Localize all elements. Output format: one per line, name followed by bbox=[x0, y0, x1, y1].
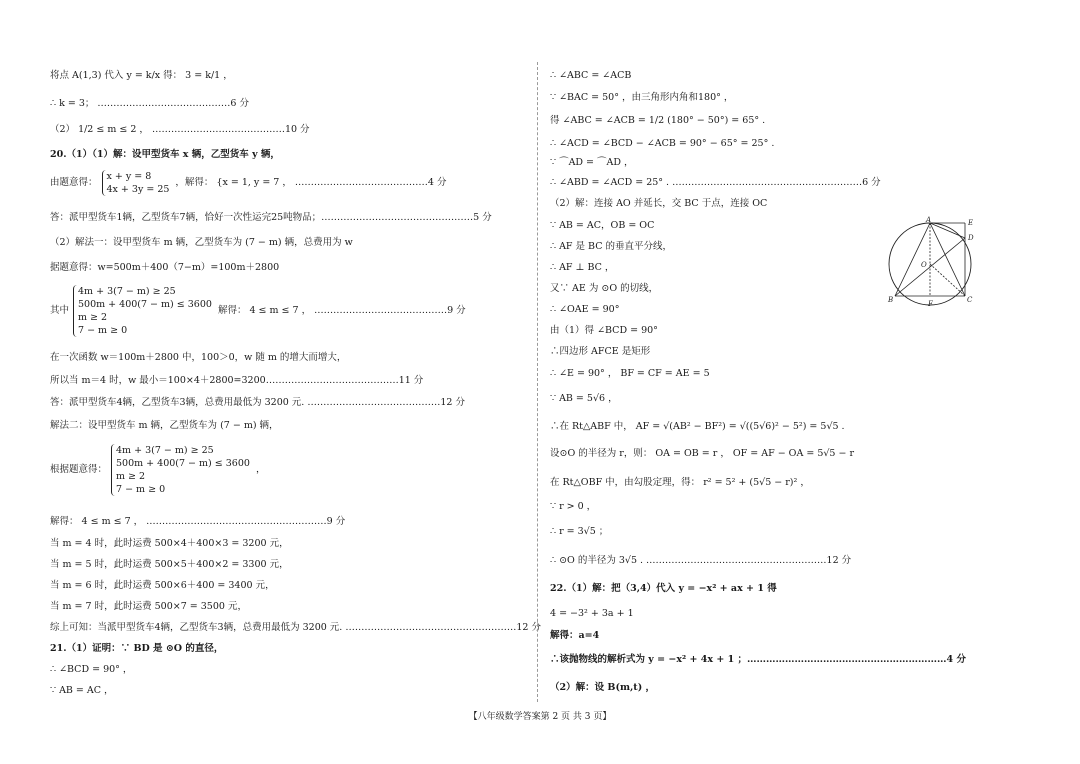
answer-line: ∵ r > 0 ， bbox=[550, 501, 597, 512]
system-brace bbox=[102, 170, 170, 196]
answer-line: ∴ ⊙O 的半径为 3√5 . …………………………………………………12 分 bbox=[550, 555, 852, 566]
answer-line: 当 m = 6 时，此时运费 500×6＋400 = 3400 元， bbox=[50, 580, 275, 591]
system-row: 4m + 3(7 − m) ≥ 25 bbox=[78, 286, 176, 297]
system-brace bbox=[73, 285, 212, 337]
answer-line: ∴四边形 AFCE 是矩形 bbox=[550, 346, 651, 357]
answer-line: ∴ ∠ABC = ∠ACB bbox=[550, 70, 632, 81]
answer-line: 解得： 4 ≤ m ≤ 7 ， …………………………………………………9 分 bbox=[50, 516, 346, 527]
answer-line: ∴ ∠BCD = 90° ， bbox=[50, 664, 133, 675]
answer-line: 21.（1）证明：∵ BD 是 ⊙O 的直径， bbox=[50, 643, 224, 654]
system-row: 4x + 3y = 25 bbox=[106, 184, 170, 195]
answer-line: 20.（1）（1）解：设甲型货车 x 辆，乙型货车 y 辆， bbox=[50, 149, 280, 160]
answer-line: ∵ AB = AC ， bbox=[50, 685, 114, 696]
equation-system bbox=[50, 444, 265, 496]
figure-label-c: C bbox=[967, 296, 973, 304]
system-tail: ，解得： {x = 1, y = 7 ， ……………………………………4 分 bbox=[175, 177, 447, 188]
figure-label-e: E bbox=[968, 219, 974, 227]
answer-line: ∴ k = 3； ……………………………………6 分 bbox=[50, 98, 249, 109]
answer-line: 解法二：设甲型货车 m 辆，乙型货车为 (7 − m) 辆， bbox=[50, 420, 279, 431]
answer-line: 4 = −3² + 3a + 1 bbox=[550, 608, 634, 619]
system-row: 7 − m ≥ 0 bbox=[78, 325, 128, 336]
answer-line: 又∵ AE 为 ⊙O 的切线， bbox=[550, 283, 659, 294]
answer-line: ∵ ⌒AD = ⌒AD ， bbox=[550, 157, 634, 168]
answer-line: ∴ ∠ABD = ∠ACD = 25° . ……………………………………………………6 分 bbox=[550, 177, 881, 188]
answer-line: 22.（1）解：把（3,4）代入 y = −x² + ax + 1 得 bbox=[550, 583, 777, 594]
system-tail: ， bbox=[255, 464, 266, 475]
system-row: 500m + 400(7 − m) ≤ 3600 bbox=[78, 299, 212, 310]
system-row: 7 − m ≥ 0 bbox=[116, 484, 166, 495]
system-label: 其中 bbox=[50, 305, 70, 316]
answer-line: 当 m = 7 时，此时运费 500×7 = 3500 元， bbox=[50, 601, 247, 612]
answer-line: ∵ AB = AC，OB = OC bbox=[550, 220, 655, 231]
answer-line: ∴ r = 3√5 ； bbox=[550, 526, 609, 537]
answer-line: 所以当 m＝4 时，w 最小＝100×4＋2800=3200……………………………………11 分 bbox=[50, 375, 424, 386]
answer-line: ∴ AF 是 BC 的垂直平分线， bbox=[550, 241, 673, 252]
system-brace bbox=[111, 444, 250, 496]
column-divider bbox=[537, 62, 538, 702]
answer-line: ∵ AB = 5√6 ， bbox=[550, 393, 618, 404]
answer-line: 据题意得：w=500m＋400（7−m）=100m＋2800 bbox=[50, 262, 280, 273]
answer-line: ∴在 Rt△ABF 中， AF = √(AB² − BF²) = √((5√6)² − 5²) = 5√5 . bbox=[550, 421, 845, 432]
circle-geometry-figure bbox=[884, 218, 980, 310]
system-row: m ≥ 2 bbox=[116, 471, 146, 482]
equation-system bbox=[50, 285, 466, 337]
answer-line: ∴该抛物线的解析式为 y = −x² + 4x + 1 ；………………………………………………………4 分 bbox=[550, 654, 966, 665]
answer-line: ∴ ∠OAE = 90° bbox=[550, 304, 620, 315]
system-tail: 解得： 4 ≤ m ≤ 7 ， ……………………………………9 分 bbox=[217, 305, 466, 316]
system-label: 根据题意得： bbox=[50, 464, 108, 475]
figure-label-f: F bbox=[928, 300, 933, 308]
answer-line: 在 Rt△OBF 中，由勾股定理，得： r² = 5² + (5√5 − r)² ， bbox=[550, 477, 810, 488]
system-row: m ≥ 2 bbox=[78, 312, 108, 323]
answer-line: 将点 A(1,3) 代入 y = k/x 得： 3 = k/1 ， bbox=[50, 70, 233, 81]
answer-line: （2） 1/2 ≤ m ≤ 2 ， ……………………………………10 分 bbox=[50, 124, 310, 135]
system-row: x + y = 8 bbox=[106, 171, 152, 182]
answer-line: （2）解：设 B(m,t) ， bbox=[550, 682, 655, 693]
answer-line: 综上可知：当派甲型货车4辆，乙型货车3辆，总费用最低为 3200 元. ………………………………………………12 分 bbox=[50, 622, 541, 633]
figure-label-o: O bbox=[921, 261, 927, 269]
answer-line: 答：派甲型货车4辆，乙型货车3辆，总费用最低为 3200 元. ……………………………………12 分 bbox=[50, 397, 465, 408]
answer-line: （2）解：连接 AO 并延长，交 BC 于点，连接 OC bbox=[550, 198, 768, 209]
answer-line: 在一次函数 w＝100m＋2800 中，100＞0，w 随 m 的增大而增大， bbox=[50, 352, 347, 363]
answer-line: 解得：a=4 bbox=[550, 630, 600, 641]
answer-line: ∴ ∠ACD = ∠BCD − ∠ACB = 90° − 65° = 25° . bbox=[550, 138, 775, 149]
answer-line: 设⊙O 的半径为 r，则： OA = OB = r ， OF = AF − OA = 5√5 − r bbox=[550, 448, 855, 459]
answer-line: 由（1）得 ∠BCD = 90° bbox=[550, 325, 658, 336]
answer-line: ∴ ∠E = 90° ， BF = CF = AE = 5 bbox=[550, 368, 710, 379]
answer-line: 当 m = 4 时，此时运费 500×4＋400×3 = 3200 元， bbox=[50, 538, 289, 549]
answer-line: ∴ AF ⊥ BC ， bbox=[550, 262, 615, 273]
system-row: 4m + 3(7 − m) ≥ 25 bbox=[116, 445, 214, 456]
answer-line: 当 m = 5 时，此时运费 500×5＋400×2 = 3300 元， bbox=[50, 559, 289, 570]
answer-line: ∵ ∠BAC = 50° ，由三角形内角和180° ， bbox=[550, 92, 734, 103]
answer-line: （2）解法一：设甲型货车 m 辆，乙型货车为 (7 − m) 辆，总费用为 w bbox=[50, 237, 353, 248]
equation-system bbox=[50, 170, 446, 196]
page-footer: 【八年级数学答案第 2 页 共 3 页】 bbox=[468, 712, 612, 722]
system-row: 500m + 400(7 − m) ≤ 3600 bbox=[116, 458, 250, 469]
answer-line: 得 ∠ABC = ∠ACB = 1/2 (180° − 50°) = 65° . bbox=[550, 115, 766, 126]
figure-label-a: A bbox=[926, 216, 932, 224]
figure-label-b: B bbox=[888, 296, 894, 304]
answer-line: 答：派甲型货车1辆，乙型货车7辆，恰好一次性运完25吨物品；…………………………………………5 分 bbox=[50, 212, 492, 223]
figure-label-d: D bbox=[968, 234, 974, 242]
system-label: 由题意得： bbox=[50, 177, 98, 188]
